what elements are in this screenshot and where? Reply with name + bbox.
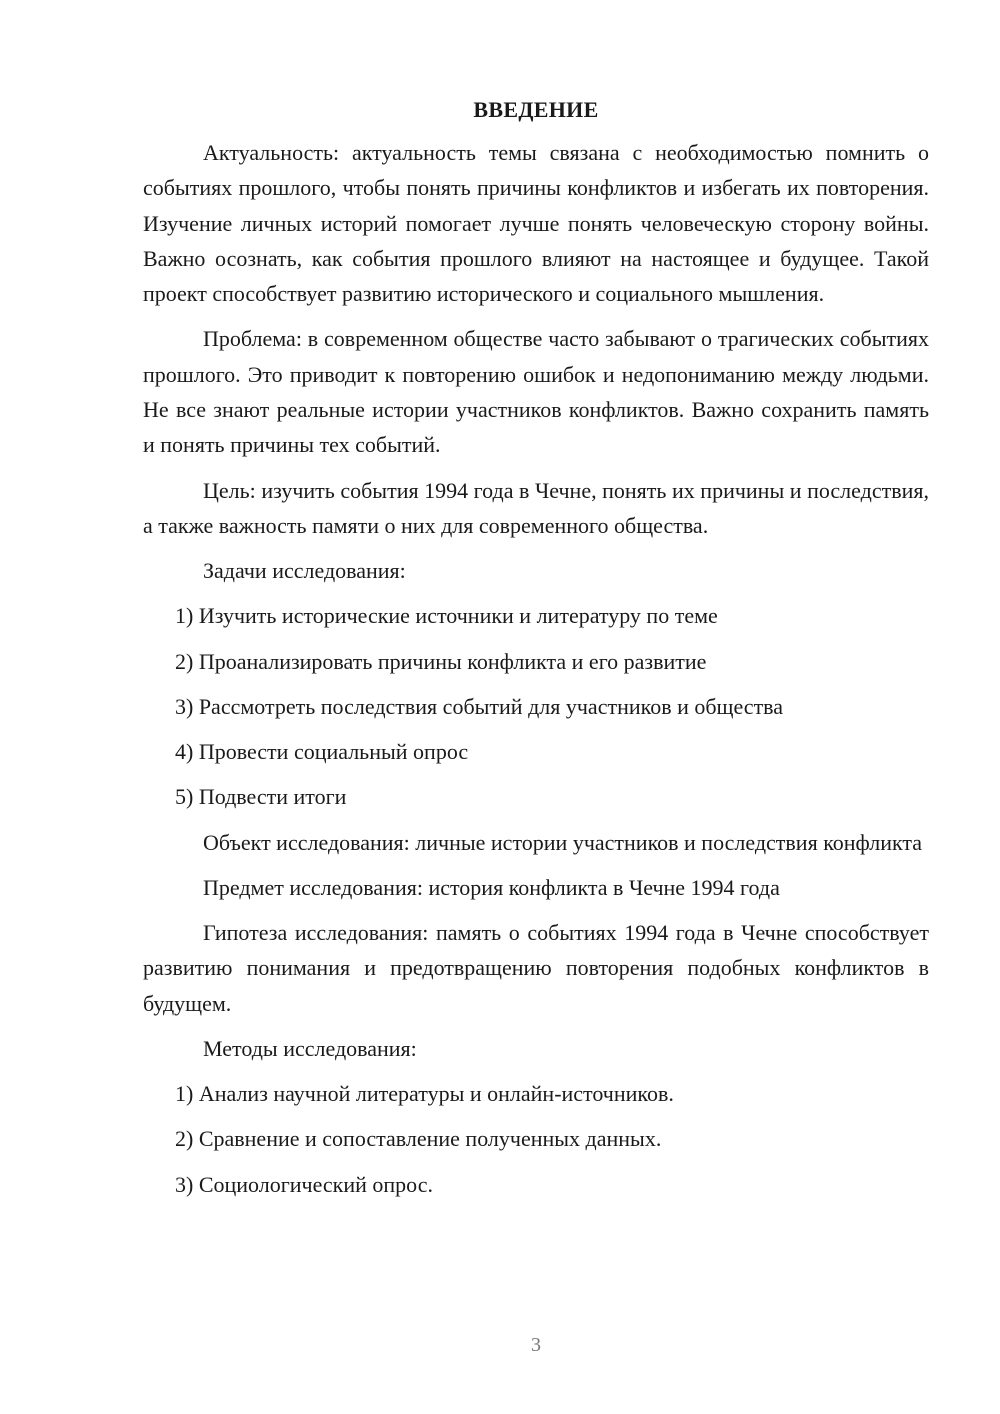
list-item: 4) Провести социальный опрос bbox=[175, 739, 469, 765]
document-page bbox=[143, 92, 929, 1212]
list-item: 1) Изучить исторические источники и литературу по теме bbox=[175, 603, 718, 629]
hypothesis-paragraph: Гипотеза исследования: память о событиях 1994 года в Чечне способствует развитию понимания и предотвращению повторения подобных конфликтов в будущем. bbox=[143, 920, 929, 1016]
list-item: 3) Рассмотреть последствия событий для участников и общества bbox=[175, 693, 784, 719]
page-number: 3 bbox=[531, 1334, 541, 1356]
tasks-label: Задачи исследования: bbox=[203, 558, 406, 584]
list-item: 3) Социологический опрос. bbox=[175, 1171, 433, 1197]
relevance-paragraph: Актуальность: актуальность темы связана с необходимостью помнить о событиях прошлого, чтобы понять причины конфликтов и избегать их повторения. Изучение личных историй помогает лучше понять человеческую сторону войны. Важно осознать, как события прошлого влияют на настоящее и будущее. Такой проект способствует развитию исторического и социального мышления. bbox=[143, 140, 929, 307]
list-item: 2) Проанализировать причины конфликта и его развитие bbox=[175, 648, 707, 674]
list-item: 5) Подвести итоги bbox=[175, 784, 347, 810]
list-item: 2) Сравнение и сопоставление полученных данных. bbox=[175, 1126, 662, 1152]
methods-label: Методы исследования: bbox=[203, 1035, 417, 1061]
tasks-list bbox=[143, 598, 929, 814]
goal-paragraph: Цель: изучить события 1994 года в Чечне, понять их причины и последствия, а также важность памяти о них для современного общества. bbox=[143, 477, 929, 538]
page-title: ВВЕДЕНИЕ bbox=[473, 97, 599, 122]
subject-line: Предмет исследования: история конфликта в Чечне 1994 года bbox=[203, 875, 780, 901]
methods-list bbox=[143, 1076, 929, 1202]
list-item: 1) Анализ научной литературы и онлайн-источников. bbox=[175, 1080, 674, 1106]
problem-paragraph: Проблема: в современном обществе часто забывают о трагических событиях прошлого. Это приводит к повторению ошибок и недопониманию между людьми. Не все знают реальные истории участников конфликтов. Важно сохранить память и понять причины тех событий. bbox=[143, 326, 929, 458]
object-paragraph: Объект исследования: личные истории участников и последствия конфликта bbox=[203, 829, 923, 855]
